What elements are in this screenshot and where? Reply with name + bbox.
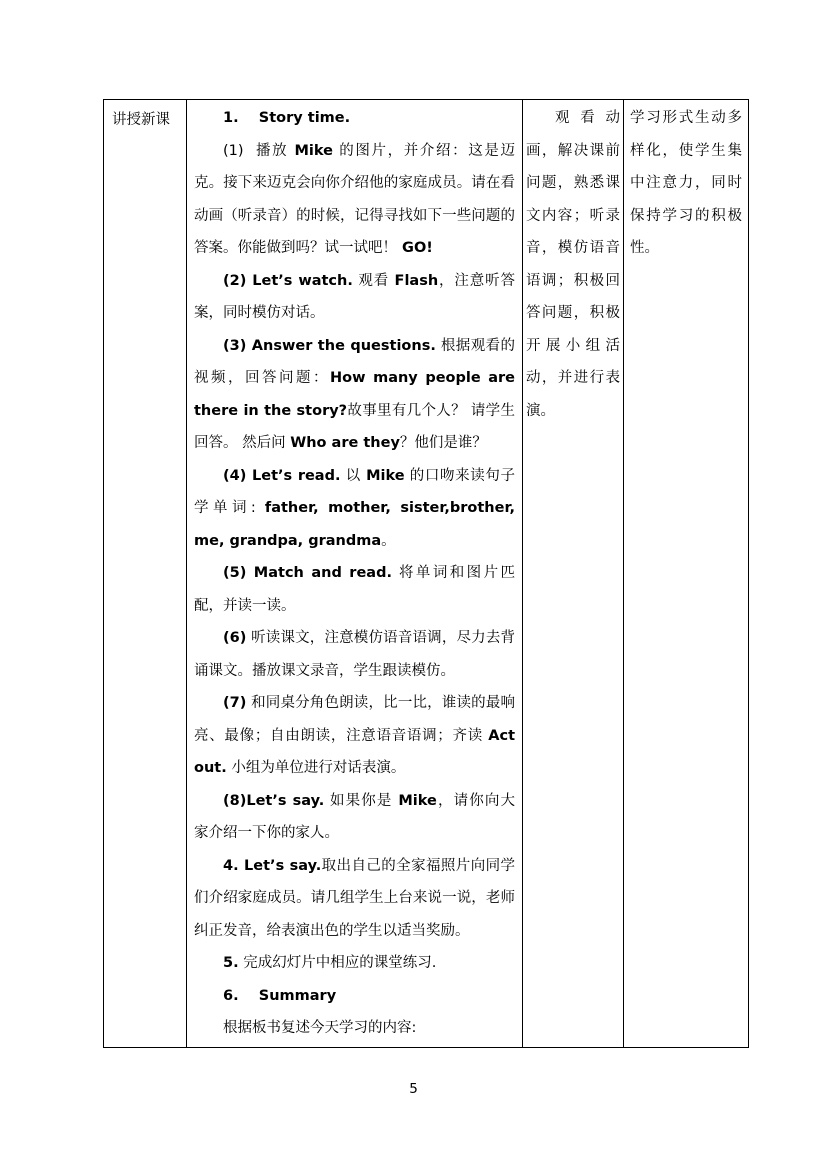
teacher-activities-cell xyxy=(187,100,523,1048)
teacher-activity-paragraph: 4. Let’s say.取出自己的全家福照片向同学们介绍家庭成员。请几组学生上台来说一说，老师纠正发音，给表演出色的学生以适当奖励。 xyxy=(194,857,516,939)
design-intent-text: 学习形式生动多样化，使学生集中注意力，同时保持学习的积极性。 xyxy=(630,110,742,256)
teacher-activity-paragraph: (6) 听读课文，注意模仿语音语调，尽力去背诵课文。播放课文录音，学生跟读模仿。 xyxy=(194,630,515,679)
page-number: 5 xyxy=(409,1081,418,1097)
teacher-activity-paragraph: 根据板书复述今天学习的内容: xyxy=(223,1020,417,1036)
lesson-plan-table xyxy=(103,99,749,1048)
teacher-activity-paragraph: (4) Let’s read. 以 Mike 的口吻来读句子学单词: father, mother, sister,brother, me, grandpa, grandma。 xyxy=(194,467,516,549)
design-intent-cell xyxy=(624,100,749,1048)
teacher-activity-paragraph: (3) Answer the questions. 根据观看的视频，回答问题：How many people are there in the story?故事里有几个人？ 请学生回答。 然后问 Who are they？他们是谁？ xyxy=(194,337,516,451)
teacher-activity-paragraph: (1) 播放 Mike 的图片，并介绍：这是迈克。接下来迈克会向你介绍他的家庭成员。请在看动画（听录音）的时候，记得寻找如下一些问题的答案。你能做到吗？试一试吧！ GO! xyxy=(194,142,515,256)
student-activities-cell xyxy=(523,100,624,1048)
teacher-activity-paragraph: 1. Story time. xyxy=(223,110,351,126)
table-row xyxy=(104,100,749,1048)
teacher-activity-paragraph: (2) Let’s watch. 观看 Flash，注意听答案，同时模仿对话。 xyxy=(194,272,516,321)
student-activities-text: 观看动画，解决课前问题，熟悉课文内容；听录音，模仿语音语调；积极回答问题，积极开展小组活动，并进行表演。 xyxy=(526,110,620,419)
teacher-activity-paragraph: (5) Match and read. 将单词和图片匹配，并读一读。 xyxy=(194,565,515,614)
teacher-activity-paragraph: (8)Let’s say. 如果你是 Mike，请你向大家介绍一下你的家人。 xyxy=(194,792,516,841)
teacher-activity-paragraph: (7) 和同桌分角色朗读，比一比，谁读的最响亮、最像；自由朗读，注意语音语调；齐读 Act out. 小组为单位进行对话表演。 xyxy=(194,695,515,776)
teacher-activity-paragraph: 5. 完成幻灯片中相应的课堂练习. xyxy=(223,955,437,971)
teacher-activities-paragraphs xyxy=(194,102,515,1045)
teacher-activity-paragraph: 6. Summary xyxy=(223,987,337,1004)
stage-label: 讲授新课 xyxy=(112,112,170,128)
stage-cell xyxy=(104,100,187,1048)
